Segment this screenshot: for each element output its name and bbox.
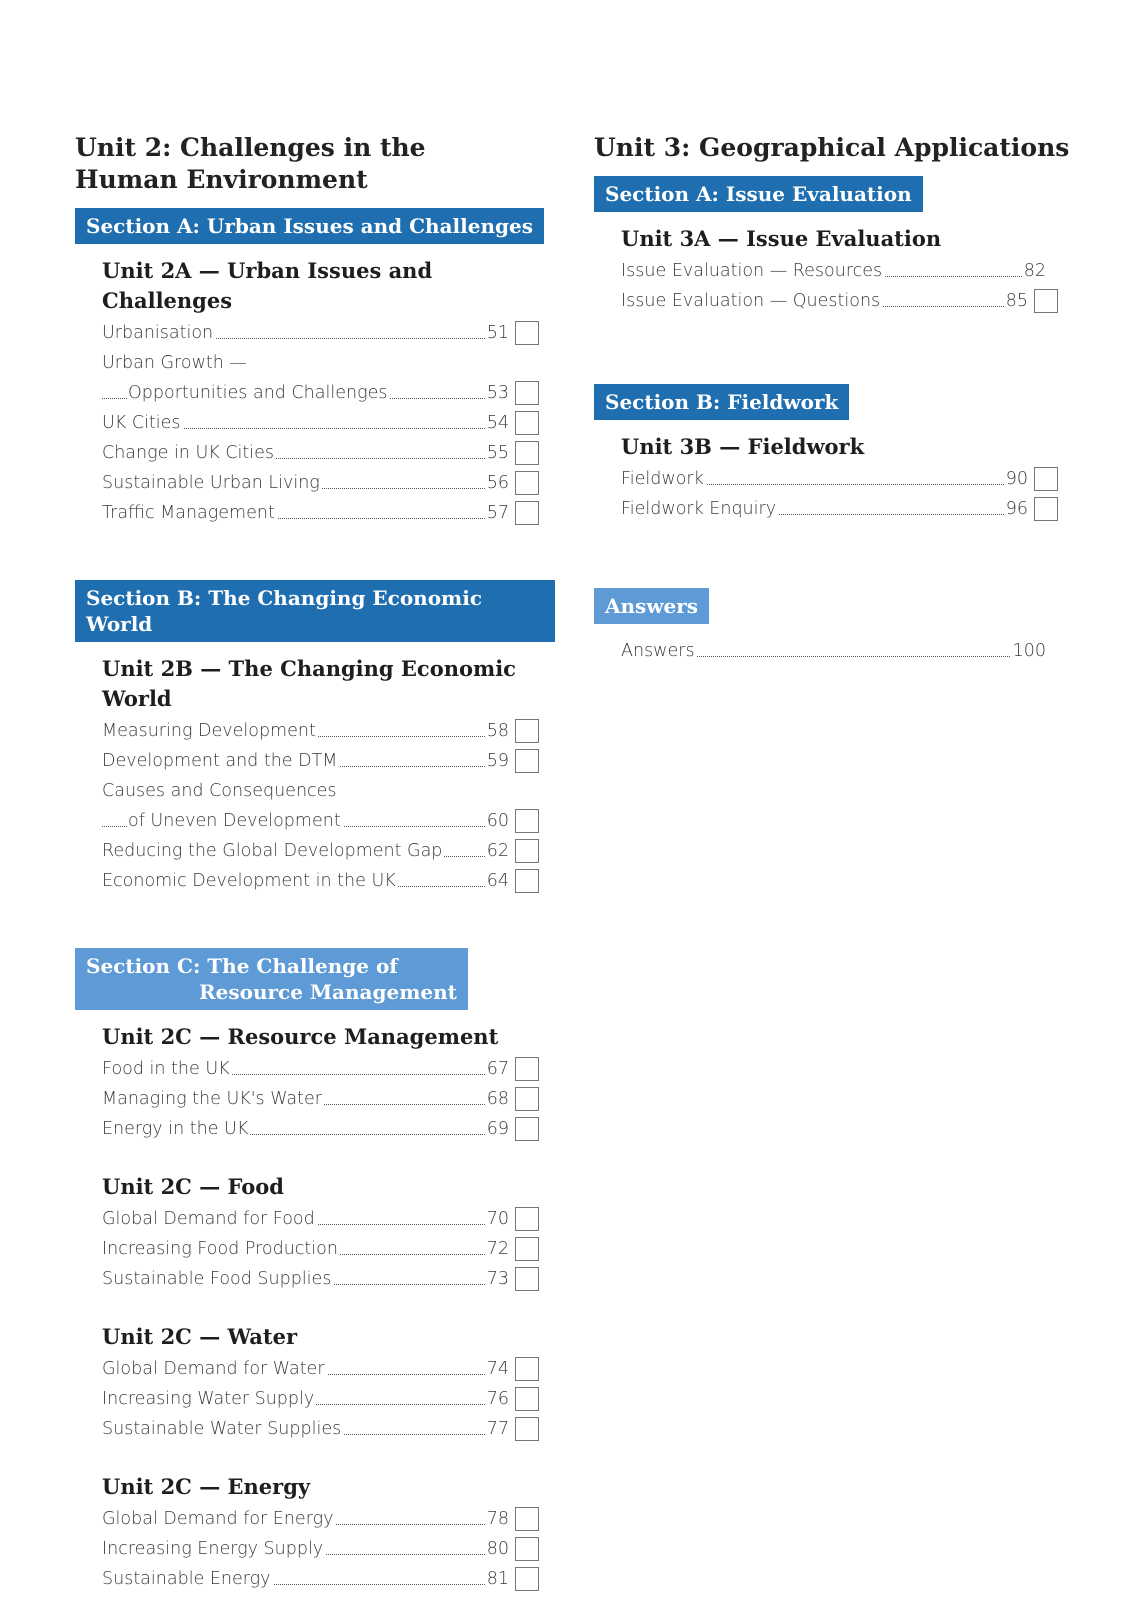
toc-entry[interactable] [102,1084,555,1114]
unit-2c-food-entries [75,1204,555,1294]
entry-label: Development and the DTM [102,746,339,776]
progress-checkbox[interactable] [515,1267,539,1291]
unit-2b-heading: Unit 2B — The Changing Economic World [102,656,516,711]
page-number: 100 [1011,636,1046,666]
toc-entry[interactable] [102,866,555,896]
progress-checkbox[interactable] [515,1537,539,1561]
toc-entry[interactable] [102,1564,555,1594]
toc-entry[interactable] [621,286,1074,316]
page-number: 55 [485,438,509,468]
page-number: 77 [485,1414,509,1444]
toc-entry[interactable] [102,1504,555,1534]
toc-entry[interactable] [102,1234,555,1264]
progress-checkbox[interactable] [515,471,539,495]
page-number: 58 [485,716,509,746]
entry-label: Answers [621,636,697,666]
section-2c-banner-line2: Resource Management [199,980,457,1004]
progress-checkbox[interactable] [515,1567,539,1591]
page-number: 76 [485,1384,509,1414]
progress-checkbox[interactable] [515,441,539,465]
page-number: 53 [485,378,509,408]
unit-2c-energy-entries [75,1504,555,1594]
unit-2c-resource-entries [75,1054,555,1144]
unit-2-title [75,132,555,196]
unit-2c-water-heading: Unit 2C — Water [102,1324,298,1349]
toc-entry[interactable] [102,1354,555,1384]
entry-label: Issue Evaluation — Resources [621,256,884,286]
section-3a-banner[interactable]: Section A: Issue Evaluation [594,176,923,212]
page-number: 80 [485,1534,509,1564]
unit-3a-entries [594,256,1074,316]
unit-2c-energy-heading: Unit 2C — Energy [102,1474,311,1499]
section-2c-banner-line1: Section C: The Challenge of [86,954,398,978]
entry-label: Fieldwork Enquiry [621,494,778,524]
answers-banner[interactable]: Answers [594,588,709,624]
unit-2-column [75,132,555,1594]
entry-label: Managing the UK's Water [102,1084,324,1114]
page-number: 57 [485,498,509,528]
progress-checkbox[interactable] [515,501,539,525]
entry-label: Sustainable Food Supplies [102,1264,333,1294]
toc-entry[interactable] [102,1264,555,1294]
entry-label: Causes and Consequences [102,776,339,806]
page-number: 82 [1022,256,1046,286]
progress-checkbox[interactable] [515,1387,539,1411]
entry-label: Sustainable Water Supplies [102,1414,343,1444]
toc-entry[interactable] [102,468,555,498]
progress-checkbox[interactable] [515,1117,539,1141]
unit-2c-resource-heading: Unit 2C — Resource Management [102,1024,499,1049]
section-2a-banner[interactable]: Section A: Urban Issues and Challenges [75,208,544,244]
entry-label: Urbanisation [102,318,215,348]
toc-entry-heading [102,776,555,806]
unit-2-title-line2: Human Environment [75,165,368,194]
entry-label: Opportunities and Challenges [128,378,389,408]
entry-label: Increasing Food Production [102,1234,340,1264]
unit-3b-heading: Unit 3B — Fieldwork [621,434,865,459]
progress-checkbox[interactable] [515,809,539,833]
entry-label: Measuring Development [102,716,318,746]
toc-entry[interactable] [102,806,555,836]
progress-checkbox[interactable] [515,719,539,743]
unit-2a-heading: Unit 2A — Urban Issues and Challenges [102,258,433,313]
page-number: 64 [485,866,509,896]
section-2b-banner[interactable]: Section B: The Changing Economic World [75,580,555,642]
page-number: 51 [485,318,509,348]
toc-entry-heading [102,348,555,378]
toc-entry[interactable] [102,408,555,438]
progress-checkbox[interactable] [515,1207,539,1231]
toc-entry[interactable] [102,746,555,776]
toc-entry[interactable] [621,494,1074,524]
entry-label: Traffic Management [102,498,277,528]
page-number: 81 [485,1564,509,1594]
page-number: 73 [485,1264,509,1294]
page-number: 56 [485,468,509,498]
progress-checkbox[interactable] [515,1357,539,1381]
page-number: 59 [485,746,509,776]
entry-label: Global Demand for Water [102,1354,327,1384]
unit-2a-entries [75,318,555,528]
unit-3a-heading: Unit 3A — Issue Evaluation [621,226,942,251]
toc-entry[interactable] [102,1384,555,1414]
toc-entry[interactable] [102,1414,555,1444]
answers-entries [594,636,1074,666]
progress-checkbox[interactable] [515,1057,539,1081]
page-number: 74 [485,1354,509,1384]
entry-label: Issue Evaluation — Questions [621,286,882,316]
page-number: 62 [485,836,509,866]
toc-entry[interactable] [621,636,1074,666]
toc-entry[interactable] [102,438,555,468]
section-2c-banner[interactable] [75,948,468,1010]
toc-entry[interactable] [102,836,555,866]
toc-entry[interactable] [102,318,555,348]
toc-entry[interactable] [102,1114,555,1144]
toc-entry[interactable] [621,464,1074,494]
entry-label: Urban Growth — [102,348,249,378]
progress-checkbox[interactable] [515,381,539,405]
entry-label: Change in UK Cities [102,438,276,468]
section-3b-banner[interactable]: Section B: Fieldwork [594,384,849,420]
entry-label: UK Cities [102,408,183,438]
page-number: 69 [485,1114,509,1144]
entry-label: Food in the UK [102,1054,232,1084]
progress-checkbox[interactable] [515,869,539,893]
progress-checkbox[interactable] [1034,467,1058,491]
page-number: 78 [485,1504,509,1534]
progress-checkbox[interactable] [515,411,539,435]
page-number: 85 [1004,286,1028,316]
page-number: 54 [485,408,509,438]
progress-checkbox[interactable] [515,1417,539,1441]
unit-2c-water-entries [75,1354,555,1444]
entry-label: Increasing Water Supply [102,1384,316,1414]
entry-label: Reducing the Global Development Gap [102,836,444,866]
unit-3-title: Unit 3: Geographical Applications [594,133,1070,162]
toc-entry[interactable] [102,498,555,528]
entry-label: Fieldwork [621,464,706,494]
progress-checkbox[interactable] [515,321,539,345]
entry-label: Global Demand for Food [102,1204,317,1234]
toc-entry[interactable] [621,256,1074,286]
entry-label: Global Demand for Energy [102,1504,335,1534]
page-number: 90 [1004,464,1028,494]
page-number: 72 [485,1234,509,1264]
toc-entry[interactable] [102,716,555,746]
entry-label: Increasing Energy Supply [102,1534,325,1564]
progress-checkbox[interactable] [515,749,539,773]
page-number: 96 [1004,494,1028,524]
entry-label: Sustainable Urban Living [102,468,322,498]
unit-3-column [594,132,1074,666]
entry-label: Economic Development in the UK [102,866,398,896]
toc-entry[interactable] [102,378,555,408]
toc-entry[interactable] [102,1204,555,1234]
progress-checkbox[interactable] [515,1507,539,1531]
unit-3b-entries [594,464,1074,524]
unit-2c-food-heading: Unit 2C — Food [102,1174,284,1199]
entry-label: Energy in the UK [102,1114,250,1144]
unit-2-title-line1: Unit 2: Challenges in the [75,133,426,162]
toc-entry[interactable] [102,1054,555,1084]
page-number: 70 [485,1204,509,1234]
entry-label: of Uneven Development [128,806,343,836]
page-number: 60 [485,806,509,836]
progress-checkbox[interactable] [515,839,539,863]
page-number: 68 [485,1084,509,1114]
entry-label: Sustainable Energy [102,1564,273,1594]
progress-checkbox[interactable] [515,1237,539,1261]
progress-checkbox[interactable] [1034,289,1058,313]
page-number: 67 [485,1054,509,1084]
toc-entry[interactable] [102,1534,555,1564]
unit-2b-entries [75,716,555,896]
progress-checkbox[interactable] [515,1087,539,1111]
progress-checkbox[interactable] [1034,497,1058,521]
